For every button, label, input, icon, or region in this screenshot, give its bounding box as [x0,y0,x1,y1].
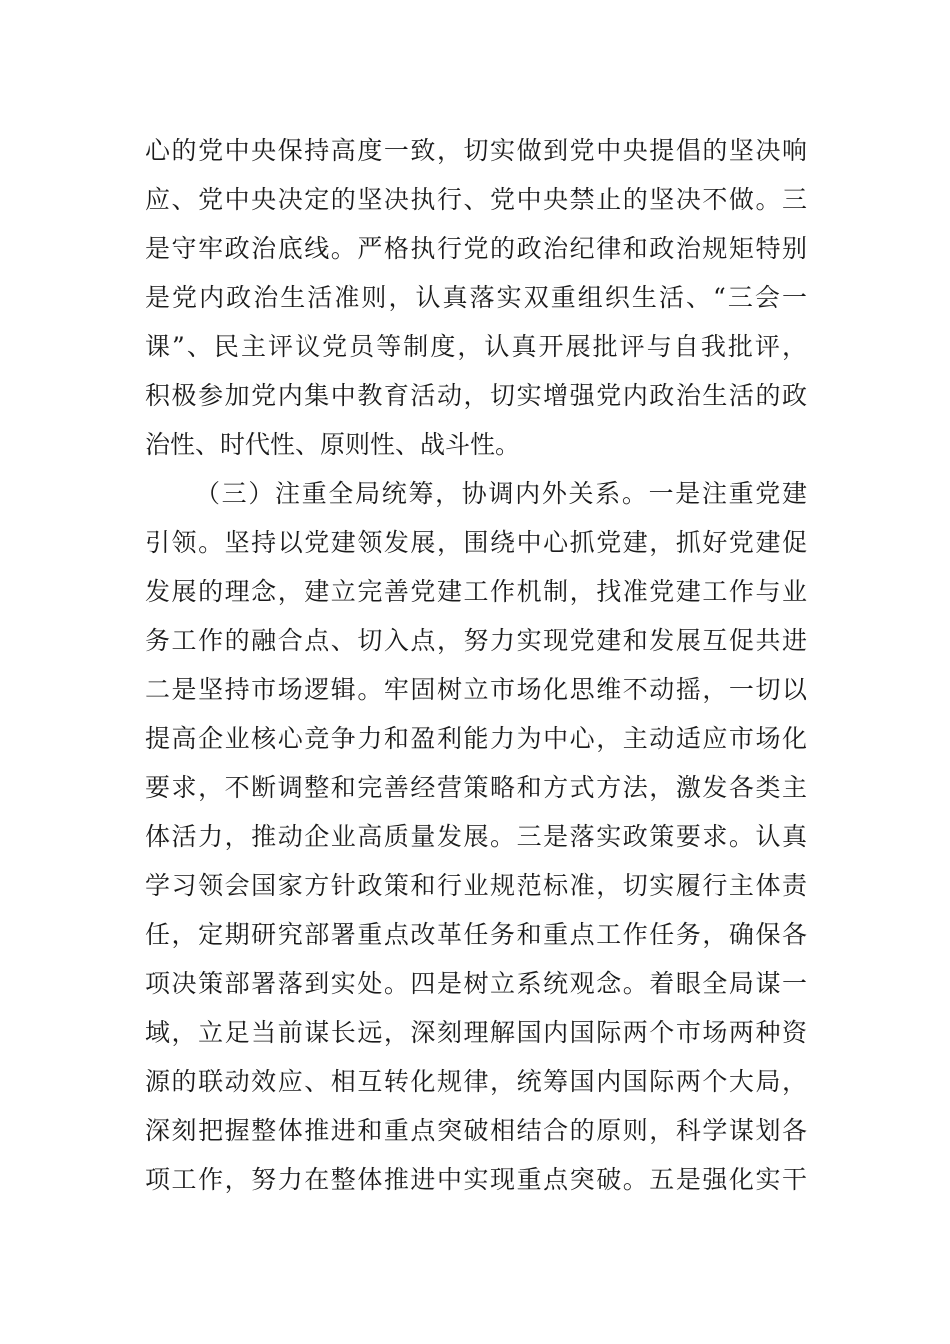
text-line: 是守牢政治底线。严格执行党的政治纪律和政治规矩特别 [145,234,807,263]
text-line: 学习领会国家方针政策和行业规范标准，切实履行主体责 [145,871,807,900]
text-line: 是党内政治生活准则，认真落实双重组织生活、“三会一 [145,283,807,312]
body-text [145,126,807,1204]
text-line: 二是坚持市场逻辑。牢固树立市场化思维不动摇，一切以 [145,675,807,704]
text-line: 任，定期研究部署重点改革任务和重点工作任务，确保各 [145,920,807,949]
text-line: 心的党中央保持高度一致，切实做到党中央提倡的坚决响 [145,136,807,165]
text-line: 项工作，努力在整体推进中实现重点突破。五是强化实干 [145,1165,807,1194]
text-line: 体活力，推动企业高质量发展。三是落实政策要求。认真 [145,822,807,851]
text-line: 源的联动效应、相互转化规律，统筹国内国际两个大局， [145,1067,807,1096]
text-line: 域，立足当前谋长远，深刻理解国内国际两个市场两种资 [145,1018,807,1047]
text-line: 应、党中央决定的坚决执行、党中央禁止的坚决不做。三 [145,185,807,214]
text-line: 发展的理念，建立完善党建工作机制，找准党建工作与业 [145,577,807,606]
text-line: 积极参加党内集中教育活动，切实增强党内政治生活的政 [145,381,807,410]
text-line: 深刻把握整体推进和重点突破相结合的原则，科学谋划各 [145,1116,807,1145]
text-line: 提高企业核心竞争力和盈利能力为中心，主动适应市场化 [145,724,807,753]
text-line: 务工作的融合点、切入点，努力实现党建和发展互促共进 [145,626,807,655]
text-line: 要求，不断调整和完善经营策略和方式方法，激发各类主 [145,773,807,802]
text-line: 项决策部署落到实处。四是树立系统观念。着眼全局谋一 [145,969,807,998]
section-heading-line: （三）注重全局统筹，协调内外关系。一是注重党建 [195,479,807,508]
text-line: 治性、时代性、原则性、战斗性。 [145,430,521,459]
text-line: 引领。坚持以党建领发展，围绕中心抓党建，抓好党建促 [145,528,807,557]
text-line: 课”、民主评议党员等制度，认真开展批评与自我批评， [145,332,807,361]
